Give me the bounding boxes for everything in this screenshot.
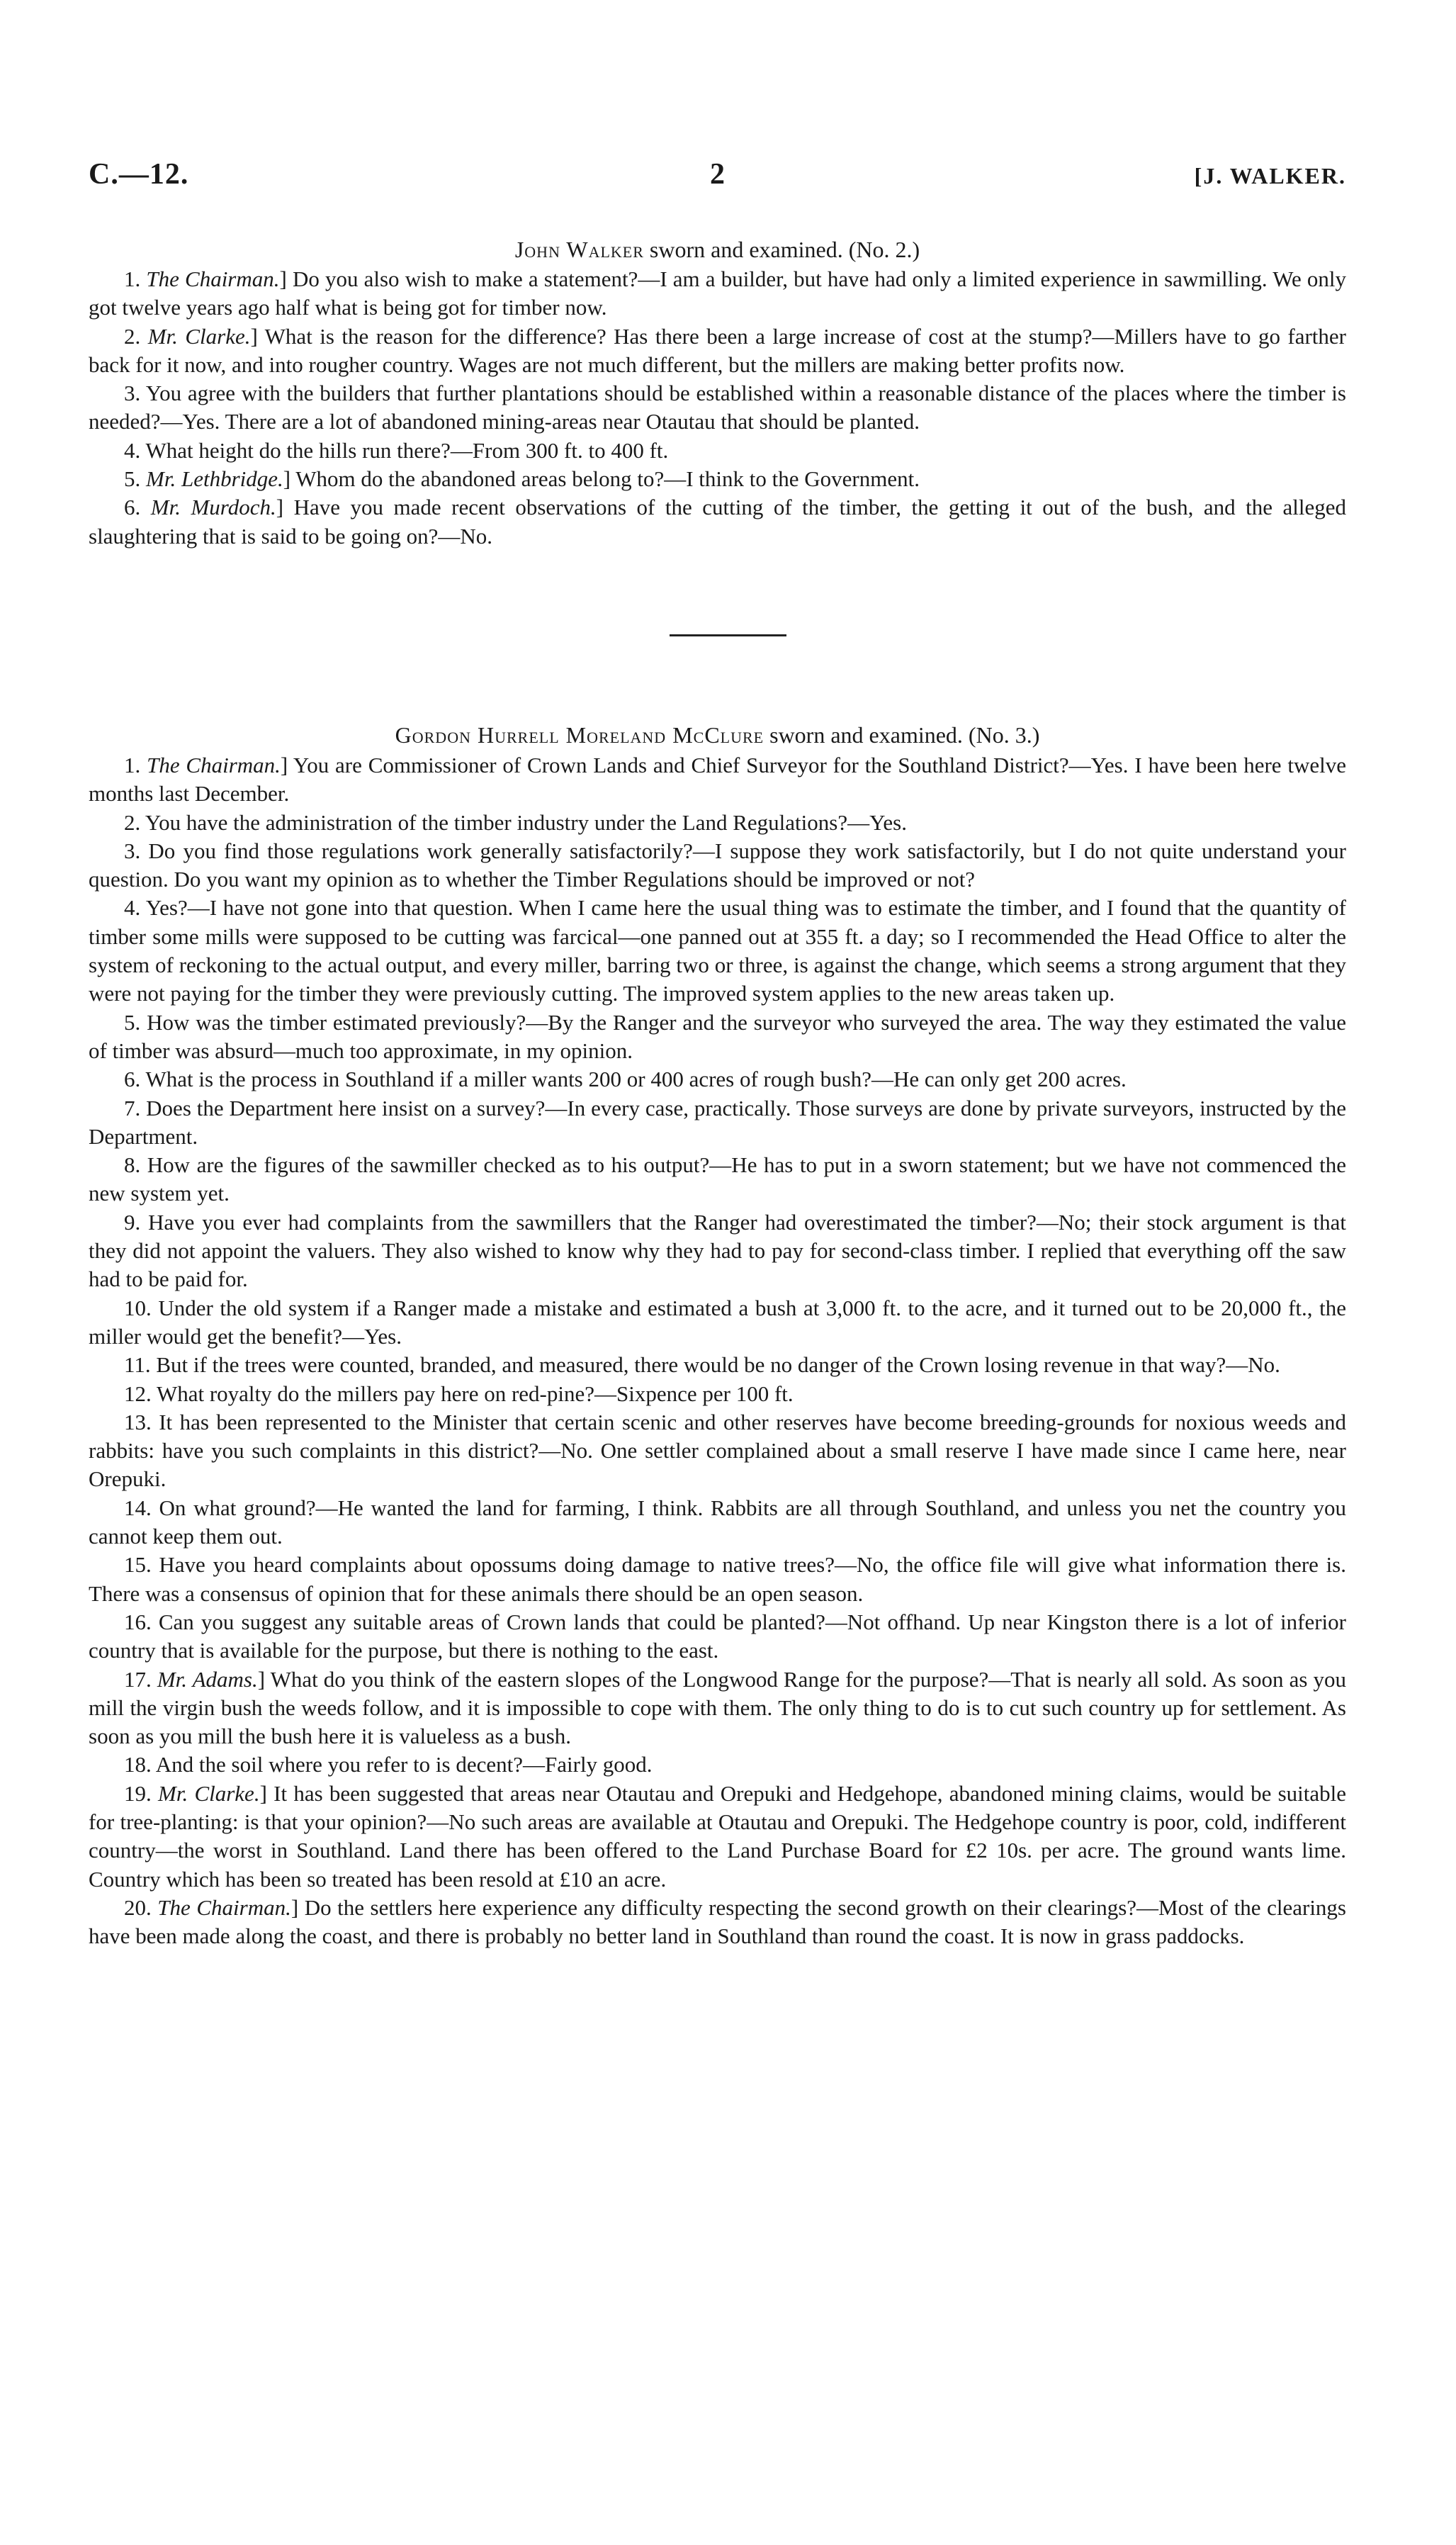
item-number: 20. [124, 1894, 152, 1920]
item-number: 1. [124, 753, 141, 777]
item-text: How are the figures of the sawmiller checked as to his output?—He has to put in a sworn statement; but we have not commenced the new system yet. [89, 1152, 1347, 1206]
testimony-walker [89, 265, 1346, 551]
item-number: 16. [124, 1609, 152, 1634]
item-text: Whom do the abandoned areas belong to?—I think to the Government. [290, 466, 920, 492]
witness-name: John Walker [514, 237, 644, 262]
section-divider [670, 634, 786, 636]
question-answer [89, 1494, 1346, 1551]
item-number: 15. [124, 1552, 152, 1578]
question-answer [89, 894, 1346, 1008]
question-answer [89, 1065, 1346, 1094]
item-number: 19. [124, 1780, 152, 1806]
item-text: Yes?—I have not gone into that question. When I came here the usual thing was to estimate the timber, and I found that the quantity of timber some mills were supposed to be cutting was farcical—one panned out at 355 ft. a day; so I recommended the Head Office to alter the system of reckoning to the actual output, and every miller, barring two or three, is against the change, which seems a strong argument that they were not paying for the timber they were previously cutting. The improved system applies to the new areas taken up. [89, 895, 1346, 1006]
speaker: Mr. Lethbridge. [146, 466, 283, 492]
heading-suffix: sworn and examined. (No. 3.) [764, 722, 1040, 748]
item-number: 14. [124, 1495, 152, 1520]
question-answer [89, 1551, 1346, 1608]
question-answer [89, 379, 1346, 437]
speaker-bracket: ] [280, 753, 288, 777]
speaker: The Chairman. [146, 266, 280, 291]
item-number: 12. [124, 1381, 152, 1406]
question-answer [89, 1208, 1346, 1294]
item-text: You are Commissioner of Crown Lands and Chief Surveyor for the Southland District?—Yes. I have been here twelve months last December. [89, 753, 1346, 807]
item-number: 17. [124, 1666, 152, 1692]
question-answer [89, 1780, 1346, 1894]
page-number: 2 [710, 158, 725, 191]
speaker-bracket: ] [257, 1666, 266, 1692]
item-text: What is the process in Southland if a miller wants 200 or 400 acres of rough bush?—He can only get 200 acres. [145, 1067, 1127, 1092]
item-text: It has been represented to the Minister that certain scenic and other reserves have become breeding-grounds for noxious weeds and rabbits: have you such complaints in this district?—No. One settler complained about a small reserve I have made since I came here, near Orepuki. [89, 1409, 1347, 1492]
item-text: But if the trees were counted, branded, and measured, there would be no danger of the Crown losing revenue in that way?—No. [156, 1352, 1280, 1378]
witness-running-head: [J. WALKER. [1194, 163, 1346, 189]
speaker: Mr. Murdoch. [150, 495, 276, 520]
item-number: 3. [124, 838, 141, 863]
item-number: 6. [124, 495, 141, 520]
question-answer [89, 1894, 1346, 1951]
question-answer [89, 809, 1346, 837]
question-answer [89, 322, 1346, 380]
item-text: What royalty do the millers pay here on red-pine?—Sixpence per 100 ft. [156, 1381, 794, 1406]
item-number: 10. [124, 1295, 152, 1320]
item-number: 6. [124, 1067, 141, 1092]
witness-name: Gordon Hurrell Moreland McClure [395, 722, 764, 748]
item-text: It has been suggested that areas near Otautau and Orepuki and Hedgehope, abandoned mining claims, would be suitable for tree-planting: is that your opinion?—No such areas are available at Otautau and Orepuki. The Hedgehope country is poor, cold, indifferent country—the worst in Southland. Land there has been offered to the Land Purchase Board for £2 10s. per acre. The ground wants lime. Country which has been so treated has been resold at £10 an acre. [89, 1780, 1346, 1892]
item-text: Have you made recent observations of the cutting of the timber, the getting it out of the bush, and the alleged slaughtering that is said to be going on?—No. [89, 495, 1347, 549]
speaker-bracket: ] [290, 1894, 299, 1920]
document-reference: C.—12. [89, 158, 189, 191]
question-answer [89, 1351, 1346, 1379]
testimony-mcclure [89, 751, 1346, 1950]
item-text: Under the old system if a Ranger made a mistake and estimated a bush at 3,000 ft. to the acre, and it turned out to be 20,000 ft., the miller would get the benefit?—Yes. [89, 1295, 1347, 1349]
item-number: 8. [124, 1152, 141, 1178]
item-number: 5. [124, 1009, 141, 1035]
item-text: What do you think of the eastern slopes of the Longwood Range for the purpose?—That is nearly all sold. As soon as you mill the virgin bush the weeds follow, and it is impossible to cope with them. The only thing to do is to cut such country up for settlement. As soon as you mill the bush here it is valueless as a bush. [89, 1666, 1347, 1749]
question-answer [89, 1009, 1346, 1066]
question-answer [89, 493, 1346, 551]
question-answer [89, 465, 1346, 493]
item-text: And the soil where you refer to is decent?—Fairly good. [155, 1752, 653, 1777]
item-number: 7. [124, 1095, 141, 1120]
section-heading-mcclure [89, 721, 1346, 749]
question-answer [89, 1408, 1346, 1494]
speaker-bracket: ] [250, 323, 258, 349]
speaker: Mr. Clarke. [158, 1780, 260, 1806]
item-number: 5. [124, 466, 141, 492]
section-heading-walker [89, 235, 1346, 264]
item-text: Have you heard complaints about opossums doing damage to native trees?—No, the office file will give what information there is. There was a consensus of opinion that for these animals there should be an open season. [89, 1552, 1346, 1606]
item-number: 9. [124, 1209, 141, 1235]
item-text: Do the settlers here experience any difficulty respecting the second growth on their clearings?—Most of the clearings have been made along the coast, and there is probably no better land in Southland than round the coast. It is now in grass paddocks. [89, 1894, 1346, 1949]
speaker: Mr. Clarke. [147, 323, 251, 349]
item-number: 2. [124, 323, 141, 349]
question-answer [89, 1151, 1346, 1208]
item-text: Can you suggest any suitable areas of Crown lands that could be planted?—Not offhand. Up near Kingston there is a lot of inferior country that is available for the purpose, but there is nothing to the east. [89, 1609, 1346, 1663]
item-text: You have the administration of the timber industry under the Land Regulations?—Yes. [145, 809, 907, 835]
item-number: 3. [124, 381, 141, 406]
item-text: Do you find those regulations work generally satisfactorily?—I suppose they work satisfactorily, but I do not quite understand your question. Do you want my opinion as to whether the Timber Regulations should be improved or not? [89, 838, 1347, 892]
heading-suffix: sworn and examined. (No. 2.) [643, 237, 920, 262]
question-answer [89, 1380, 1346, 1408]
item-text: Does the Department here insist on a survey?—In every case, practically. Those surveys are done by private surveyors, instructed by the Department. [89, 1095, 1347, 1149]
speaker-bracket: ] [279, 266, 287, 291]
item-text: On what ground?—He wanted the land for farming, I think. Rabbits are all through Southland, and unless you net the country you cannot keep them out. [89, 1495, 1346, 1549]
item-number: 4. [124, 437, 141, 463]
item-text: Have you ever had complaints from the sawmillers that the Ranger had overestimated the timber?—No; their stock argument is that they did not appoint the valuers. They also wished to know why they had to pay for second-class timber. I replied that everything off the saw had to be paid for. [89, 1209, 1346, 1292]
page-header [89, 157, 1346, 200]
item-text: What height do the hills run there?—From 300 ft. to 400 ft. [145, 437, 669, 463]
question-answer [89, 751, 1346, 809]
item-text: What is the reason for the difference? Has there been a large increase of cost at the stump?—Millers have to go farther back for it now, and into rougher country. Wages are not much different, but the millers are making better profits now. [89, 323, 1347, 377]
question-answer [89, 1294, 1346, 1352]
item-number: 2. [124, 809, 141, 835]
speaker-bracket: ] [259, 1780, 267, 1806]
question-answer [89, 1751, 1346, 1779]
item-number: 18. [124, 1752, 152, 1777]
speaker: Mr. Adams. [157, 1666, 258, 1692]
speaker-bracket: ] [283, 466, 291, 492]
item-number: 13. [124, 1409, 152, 1434]
item-text: How was the timber estimated previously?—By the Ranger and the surveyor who surveyed the area. The way they estimated the value of timber was absurd—much too approximate, in my opinion. [89, 1009, 1347, 1063]
question-answer [89, 1608, 1346, 1665]
question-answer [89, 1665, 1346, 1751]
question-answer [89, 437, 1346, 465]
question-answer [89, 265, 1346, 322]
item-text: Do you also wish to make a statement?—I am a builder, but have had only a limited experience in sawmilling. We only got twelve years ago half what is being got for timber now. [89, 266, 1346, 320]
speaker: The Chairman. [157, 1894, 291, 1920]
item-number: 1. [124, 266, 141, 291]
speaker-bracket: ] [276, 495, 284, 520]
item-text: You agree with the builders that further plantations should be established within a reasonable distance of the places where the timber is needed?—Yes. There are a lot of abandoned mining-areas near Otautau that should be planted. [89, 381, 1346, 434]
item-number: 11. [124, 1352, 151, 1378]
question-answer [89, 1094, 1346, 1152]
speaker: The Chairman. [147, 753, 281, 777]
item-number: 4. [124, 895, 141, 921]
question-answer [89, 837, 1346, 894]
